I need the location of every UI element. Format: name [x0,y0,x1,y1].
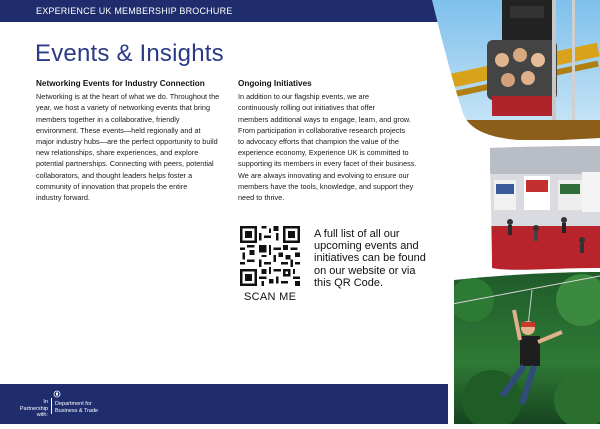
body-line: continuously rolling out initiatives that offer [238,103,375,113]
qr-caption: SCAN ME [244,291,297,303]
footer-divider [51,398,52,414]
body-line: potential partnerships. Connecting with peers, potential [36,159,214,169]
body-line: year, we host a variety of networking events that bring [36,103,211,113]
body-line: In addition to our flagship events, we are [238,92,370,102]
qr-code[interactable] [240,226,300,286]
brochure-title: EXPERIENCE UK MEMBERSHIP BROCHURE [36,6,233,16]
body-line: to advocacy efforts that champion the value of the [238,137,399,147]
photo-collage [432,0,600,424]
body-line: From participation in collaborative research projects [238,125,406,135]
partner-line: with: [36,412,48,418]
body-line: members have the tools, knowledge, and support they [238,181,414,191]
partner-line: In Partnership [19,399,48,412]
rollercoaster-photo [432,0,600,140]
qr-text-line: this QR Code. [314,276,384,289]
qr-code-icon [240,226,300,286]
page-title: Events & Insights [35,40,224,67]
qr-text-line: on our website or via [314,264,416,277]
body-line: community of innovation that propels the entire [36,181,188,191]
initiatives-section [238,78,428,203]
body-line: supporting its members in every facet of their business. [238,159,417,169]
body-line: members together in a collaborative, friendly [36,114,180,124]
networking-section [36,78,226,203]
department-logo [55,401,98,414]
dept-line: Department for [55,401,92,407]
initiatives-heading: Ongoing Initiatives [238,79,312,88]
top-banner [0,0,448,22]
body-line: experience economy, Experience UK is committed to [238,148,409,158]
qr-text-line: upcoming events and [314,240,419,253]
qr-text-line: A full list of all our [314,228,400,240]
zipline-photo [450,270,600,424]
photo-collage-image [432,0,600,424]
body-line: collaborators, and thought leaders helps foster a [36,170,193,180]
networking-heading: Networking Events for Industry Connection [36,79,205,88]
body-line: industry forward. [36,193,90,203]
dept-line: Business & Trade [55,407,99,414]
qr-text-line: initiatives can be found [314,252,426,265]
body-line: environment. These events—held regionally and at [36,125,201,135]
body-line: Networking is at the heart of what we do. Throughout the [36,92,220,102]
body-line: major industry hubs—are the perfect opportunity to build [36,137,218,147]
body-line: We are always innovating and evolving to ensure our [238,170,410,180]
qr-description [314,228,424,289]
body-line: new relationships, share experiences, and explore [36,148,199,158]
body-line: need to thrive. [238,193,285,203]
partnership-label [18,399,48,419]
footer-bar [0,384,448,424]
body-line: members additional ways to engage, learn, and grow. [238,114,411,124]
royal-crest-icon [53,390,61,398]
exhibition-hall-photo [488,144,600,272]
